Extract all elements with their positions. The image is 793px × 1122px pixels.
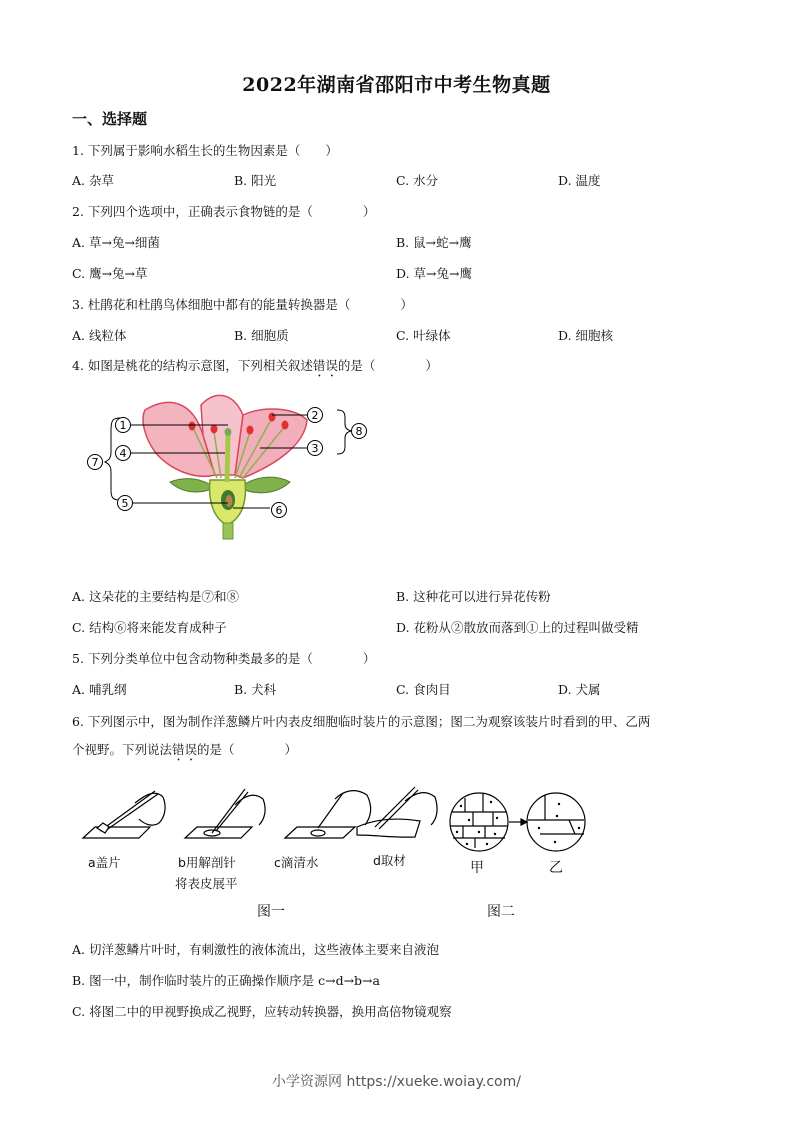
label-5: 5 [121,497,129,510]
q4-stem-pre: 4. 如图是桃花的结构示意图，下列相关叙述 [72,358,313,373]
q6-stem-post: 的是（ ） [197,742,298,757]
q4-option-d: D. 花粉从②散放而落到①上的过程叫做受精 [396,620,639,635]
question-4-stem [72,357,438,380]
q4-option-b: B. 这种花可以进行异花传粉 [396,589,551,604]
figure-1-caption: 图一 [257,904,285,920]
q6-stem-pre: 个视野。下列说法 [72,742,173,757]
q1-option-d: D. 温度 [558,173,601,188]
q4-option-c: C. 结构⑥将来能发育成种子 [72,620,227,635]
label-1: 1 [119,419,127,432]
q2-option-d: D. 草→兔→鹰 [396,266,472,281]
figure-2-microscope-views [445,790,595,852]
question-1-stem: 1. 下列属于影响水稻生长的生物因素是（ ） [72,143,338,158]
q4-stem-post: 的是（ ） [337,358,438,373]
footer-watermark: 小学资源网 https://xueke.woiay.com/ [272,1074,521,1090]
q1-option-a: A. 杂草 [72,173,114,188]
q5-option-d: D. 犬属 [558,682,601,697]
question-3-stem: 3. 杜鹃花和杜鹃鸟体细胞中都有的能量转换器是（ ） [72,297,413,312]
q6-stem-emphasis: 错误 [172,742,198,757]
q2-option-b: B. 鼠→蛇→鹰 [396,235,472,250]
q3-option-b: B. 细胞质 [234,328,289,343]
page-title: 2022年湖南省邵阳市中考生物真题 [242,74,551,96]
label-3: 3 [311,442,319,455]
fig1-step-b-label: b用解剖针 [178,855,236,870]
fig1-step-d-label: d取材 [373,853,406,868]
q4-stem-emphasis: 错误 [312,358,338,373]
q6-option-b: B. 图一中，制作临时装片的正确操作顺序是 c→d→b→a [72,973,380,988]
q5-option-c: C. 食肉目 [396,682,451,697]
q2-option-a: A. 草→兔→细菌 [72,235,160,250]
question-2-stem: 2. 下列四个选项中，正确表示食物链的是（ ） [72,204,376,219]
question-5-stem: 5. 下列分类单位中包含动物种类最多的是（ ） [72,651,376,666]
section-heading: 一、选择题 [72,110,148,128]
label-6: 6 [275,504,283,517]
peach-flower-diagram [75,390,375,545]
question-6-stem-line1: 6. 下列图示中，图为制作洋葱鳞片叶内表皮细胞临时装片的示意图；图二为观察该装片时看到的甲、乙两 [72,714,651,729]
question-6-stem-line2 [72,741,297,764]
fig2-view-jia-label: 甲 [470,860,484,876]
figure-1-slide-steps [75,783,445,845]
q2-option-c: C. 鹰→兔→草 [72,266,148,281]
label-8: 8 [355,425,363,438]
label-7: 7 [91,456,99,469]
fig2-view-yi-label: 乙 [549,860,563,876]
q6-option-c: C. 将图二中的甲视野换成乙视野，应转动转换器，换用高倍物镜观察 [72,1004,452,1019]
q5-option-a: A. 哺乳纲 [72,682,127,697]
q5-option-b: B. 犬科 [234,682,277,697]
q4-option-a: A. 这朵花的主要结构是⑦和⑧ [72,589,239,604]
fig1-step-a-label: a盖片 [88,855,121,870]
label-2: 2 [311,409,319,422]
q6-option-a: A. 切洋葱鳞片叶时，有刺激性的液体流出，这些液体主要来自液泡 [72,942,439,957]
fig1-step-c-label: c滴清水 [274,855,319,870]
q3-option-c: C. 叶绿体 [396,328,451,343]
q3-option-a: A. 线粒体 [72,328,127,343]
q1-option-b: B. 阳光 [234,173,277,188]
figure-2-caption: 图二 [487,904,515,920]
label-4: 4 [119,447,127,460]
fig1-step-b-label-line2: 将表皮展平 [175,876,238,891]
q1-option-c: C. 水分 [396,173,439,188]
q3-option-d: D. 细胞核 [558,328,614,343]
